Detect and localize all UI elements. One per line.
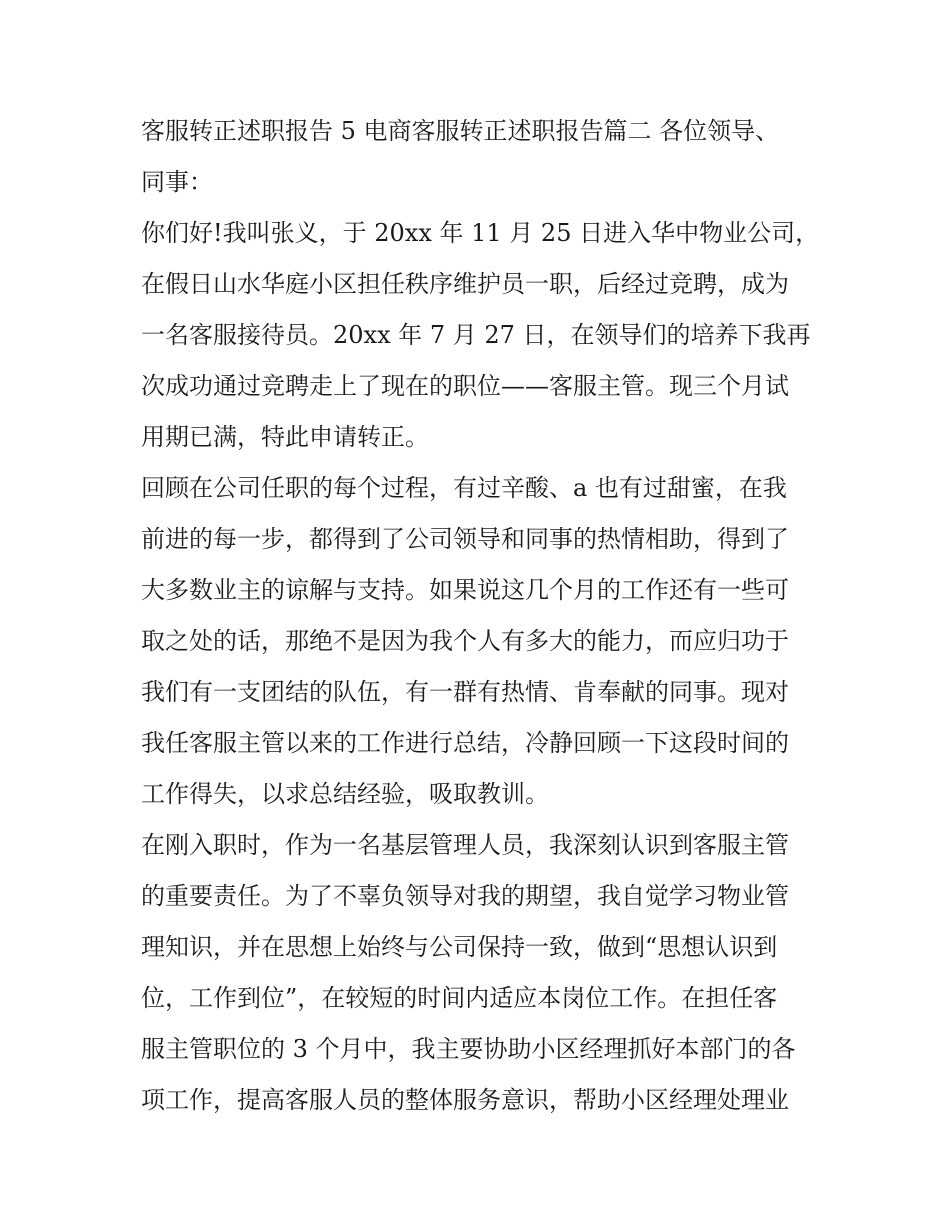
text-line-1: 客服转正述职报告 5 电商客服转正述职报告篇二 各位领导、 xyxy=(141,117,780,145)
text-line-6: 次成功通过竞聘走上了现在的职位——客服主管。现三个月试 xyxy=(141,372,789,400)
text-line-18: 位，工作到位”，在较短的时间内适应本岗位工作。在担任客 xyxy=(141,984,778,1012)
text-line-9: 前进的每一步，都得到了公司领导和同事的热情相助，得到了 xyxy=(141,525,789,553)
text-line-17: 理知识，并在思想上始终与公司保持一致，做到“思想认识到 xyxy=(141,933,778,961)
text-line-2: 同事： xyxy=(141,168,213,196)
text-line-5: 一名客服接待员。20xx 年 7 月 27 日，在领导们的培养下我再 xyxy=(141,321,811,349)
text-line-16: 的重要责任。为了不辜负领导对我的期望，我自觉学习物业管 xyxy=(141,882,789,910)
text-line-14: 工作得失，以求总结经验，吸取教训。 xyxy=(141,780,549,808)
text-line-10: 大多数业主的谅解与支持。如果说这几个月的工作还有一些可 xyxy=(141,576,789,604)
document-body xyxy=(141,106,821,1126)
text-line-7: 用期已满，特此申请转正。 xyxy=(141,423,429,451)
text-line-19: 服主管职位的 3 个月中，我主要协助小区经理抓好本部门的各 xyxy=(141,1035,796,1063)
text-line-8: 回顾在公司任职的每个过程，有过辛酸、a 也有过甜蜜，在我 xyxy=(141,474,787,502)
text-line-15: 在刚入职时，作为一名基层管理人员，我深刻认识到客服主管 xyxy=(141,831,789,859)
text-line-20: 项工作，提高客服人员的整体服务意识，帮助小区经理处理业 xyxy=(141,1086,789,1114)
text-line-4: 在假日山水华庭小区担任秩序维护员一职，后经过竞聘，成为 xyxy=(141,270,789,298)
text-line-3: 你们好!我叫张义，于 20xx 年 11 月 25 日进入华中物业公司， xyxy=(141,219,820,247)
text-line-13: 我任客服主管以来的工作进行总结，冷静回顾一下这段时间的 xyxy=(141,729,789,757)
text-line-11: 取之处的话，那绝不是因为我个人有多大的能力，而应归功于 xyxy=(141,627,789,655)
text-line-12: 我们有一支团结的队伍，有一群有热情、肯奉献的同事。现对 xyxy=(141,678,789,706)
